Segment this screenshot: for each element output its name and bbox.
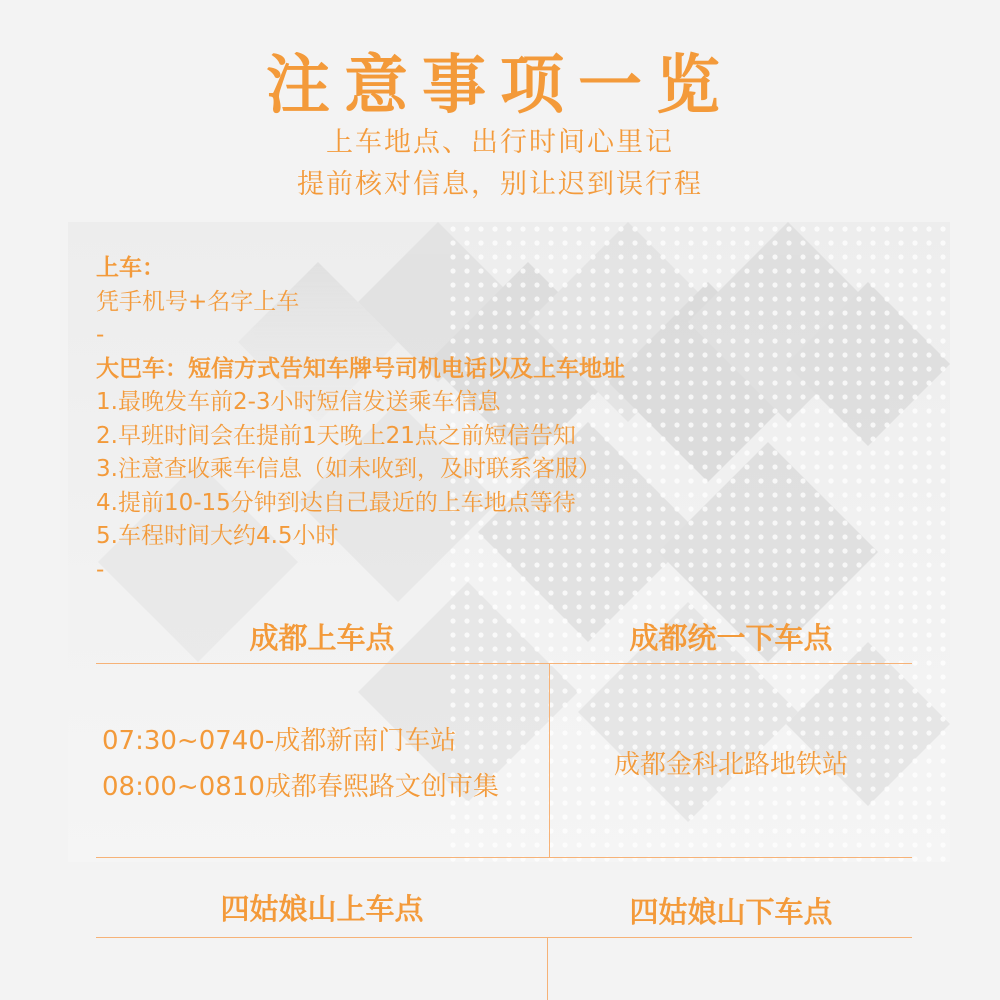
note-item-5: 5.车程时间大约4.5小时 — [96, 523, 339, 549]
table-divider — [96, 663, 912, 664]
separator: - — [96, 322, 105, 348]
boarding-heading: 上车： — [96, 255, 165, 281]
table-divider — [96, 937, 912, 938]
chengdu-pickup-header: 成都上车点 — [249, 621, 395, 655]
boarding-text: 凭手机号+名字上车 — [96, 288, 300, 315]
note-item-1: 1.最晚发车前2-3小时短信发送乘车信息 — [96, 389, 501, 415]
table-column-divider — [547, 937, 548, 1000]
siguniang-pickup-header: 四姑娘山上车点 — [220, 892, 424, 926]
bus-heading: 大巴车：短信方式告知车牌号司机电话以及上车地址 — [96, 355, 625, 382]
note-item-4: 4.提前10-15分钟到达自己最近的上车地点等待 — [96, 489, 576, 516]
note-item-3: 3.注意查收乘车信息（如未收到，及时联系客服） — [96, 456, 601, 482]
notes-section — [96, 252, 625, 587]
subtitle-line-2: 提前核对信息，别让迟到误行程 — [297, 169, 703, 200]
note-item-2: 2.早班时间会在提前1天晚上21点之前短信告知 — [96, 422, 576, 449]
separator: - — [96, 556, 105, 583]
table-divider — [96, 857, 912, 858]
page-title: 注意事项一览 — [266, 49, 734, 123]
chengdu-dropoff-header: 成都统一下车点 — [629, 621, 833, 655]
pickup-time-2: 08:00~0810成都春熙路文创市集 — [102, 772, 499, 802]
siguniang-dropoff-header: 四姑娘山下车点 — [629, 895, 833, 929]
pickup-time-1: 07:30~0740-成都新南门车站 — [102, 726, 457, 756]
subtitle-line-1: 上车地点、出行时间心里记 — [326, 127, 674, 158]
dropoff-location: 成都金科北路地铁站 — [613, 750, 848, 780]
